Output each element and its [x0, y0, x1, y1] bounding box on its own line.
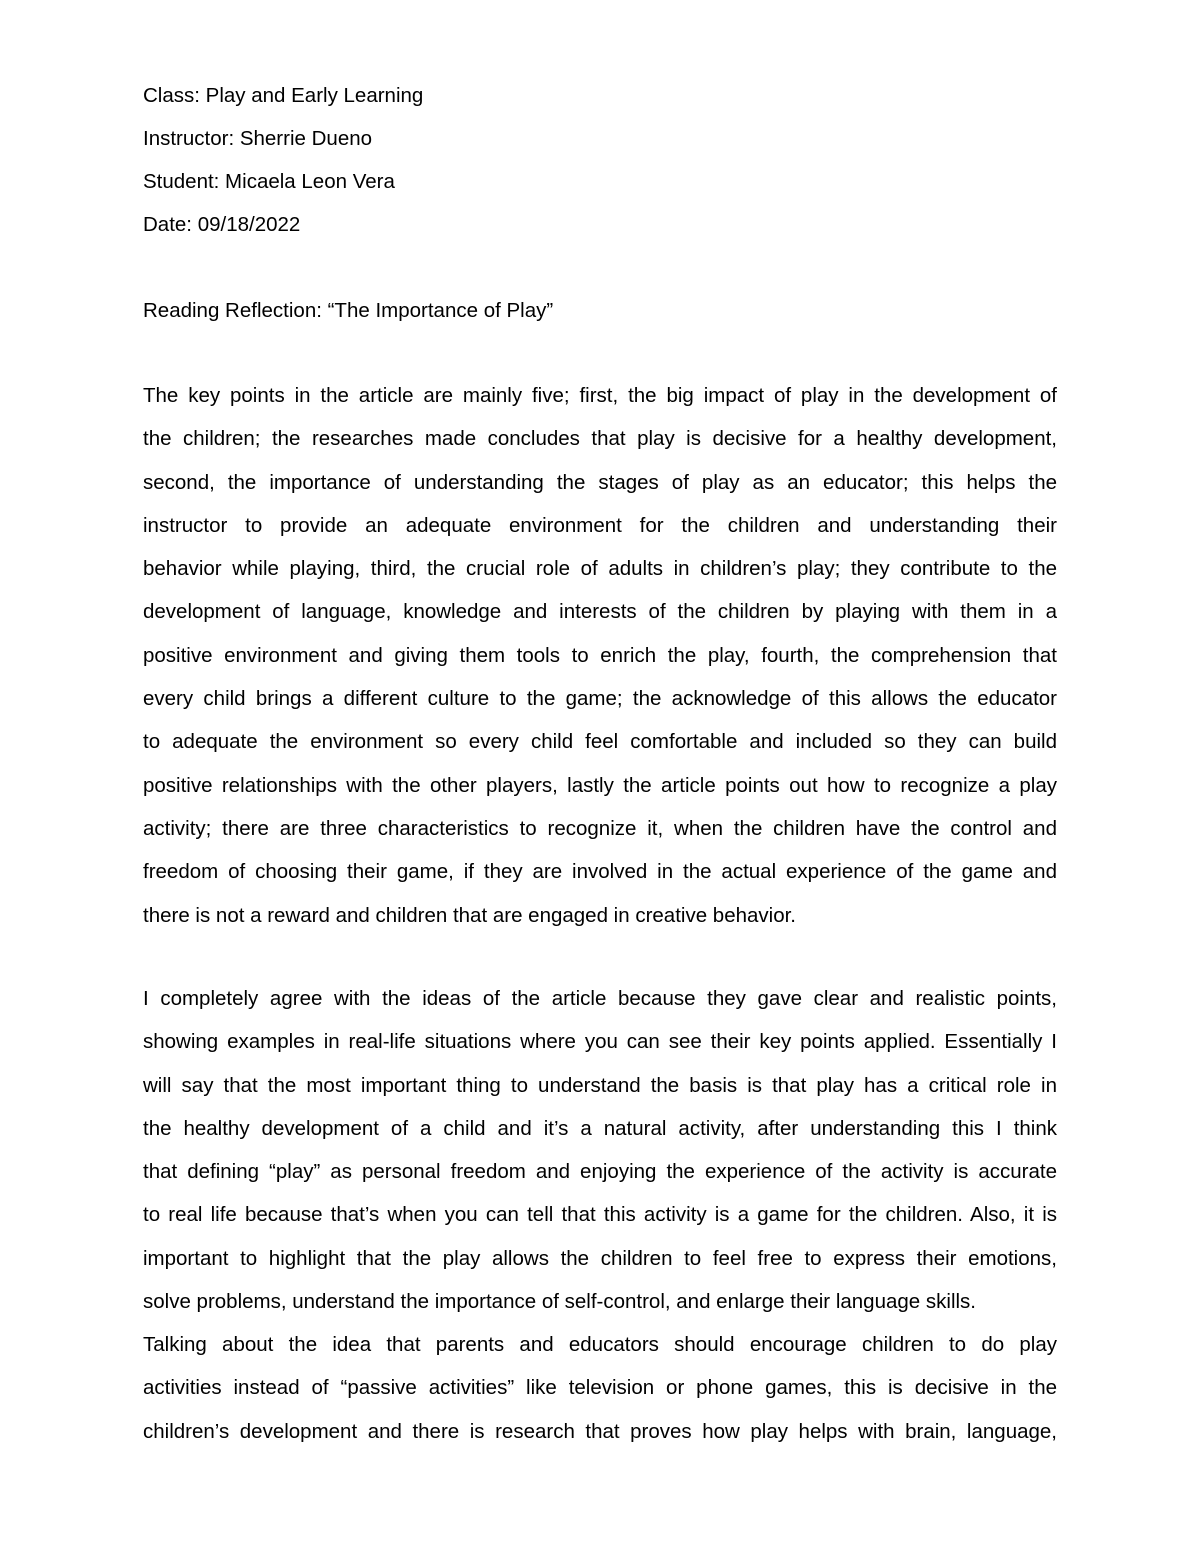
text-line: children’s development and there is research that proves how play helps with brain, language,: [143, 1419, 1057, 1443]
text-line: to real life because that’s when you can tell that this activity is a game for the children. Also, it is: [143, 1203, 1057, 1227]
text-line: solve problems, understand the importance of self-control, and enlarge their language skills.: [143, 1290, 976, 1314]
text-line: there is not a reward and children that are engaged in creative behavior.: [143, 903, 796, 927]
text-line: the children; the researches made concludes that play is decisive for a healthy development,: [143, 427, 1057, 451]
text-line: I completely agree with the ideas of the article because they gave clear and realistic points,: [143, 987, 1057, 1010]
text-line: the healthy development of a child and it’s a natural activity, after understanding this I think: [143, 1116, 1057, 1140]
text-line: to adequate the environment so every child feel comfortable and included so they can build: [143, 730, 1057, 754]
paragraph-passive-activities: [143, 1323, 1057, 1453]
text-line: development of language, knowledge and interests of the children by playing with them in a: [143, 600, 1057, 624]
instructor-line: Instructor: Sherrie Dueno: [143, 127, 373, 150]
text-line: will say that the most important thing to understand the basis is that play has a critical role in: [143, 1073, 1057, 1097]
text-line: freedom of choosing their game, if they are involved in the actual experience of the game and: [143, 860, 1057, 884]
paragraph-key-points: [143, 374, 1057, 937]
student-line: Student: Micaela Leon Vera: [143, 170, 395, 193]
text-line: every child brings a different culture to the game; the acknowledge of this allows the educator: [143, 687, 1057, 711]
text-line: second, the importance of understanding the stages of play as an educator; this helps the: [143, 470, 1057, 494]
text-line: The key points in the article are mainly five; first, the big impact of play in the development of: [143, 384, 1057, 407]
text-line: behavior while playing, third, the crucial role of adults in children’s play; they contribute to the: [143, 557, 1057, 581]
text-line: important to highlight that the play allows the children to feel free to express their emotions,: [143, 1246, 1057, 1270]
date-line: Date: 09/18/2022: [143, 213, 301, 236]
text-line: positive environment and giving them tools to enrich the play, fourth, the comprehension that: [143, 643, 1057, 667]
text-line: showing examples in real-life situations where you can see their key points applied. Essentially I: [143, 1030, 1057, 1054]
text-line: activity; there are three characteristics to recognize it, when the children have the control and: [143, 816, 1057, 840]
text-line: activities instead of “passive activities” like television or phone games, this is decisive in the: [143, 1376, 1057, 1400]
text-line: instructor to provide an adequate environment for the children and understanding their: [143, 513, 1057, 537]
text-line: that defining “play” as personal freedom and enjoying the experience of the activity is accurate: [143, 1160, 1057, 1184]
text-line: positive relationships with the other players, lastly the article points out how to recognize a play: [143, 773, 1057, 797]
paragraph-agreement: [143, 977, 1057, 1323]
class-line: Class: Play and Early Learning: [143, 84, 424, 107]
reflection-title: Reading Reflection: “The Importance of Play”: [143, 299, 554, 322]
text-line: Talking about the idea that parents and educators should encourage children to do play: [143, 1333, 1057, 1356]
